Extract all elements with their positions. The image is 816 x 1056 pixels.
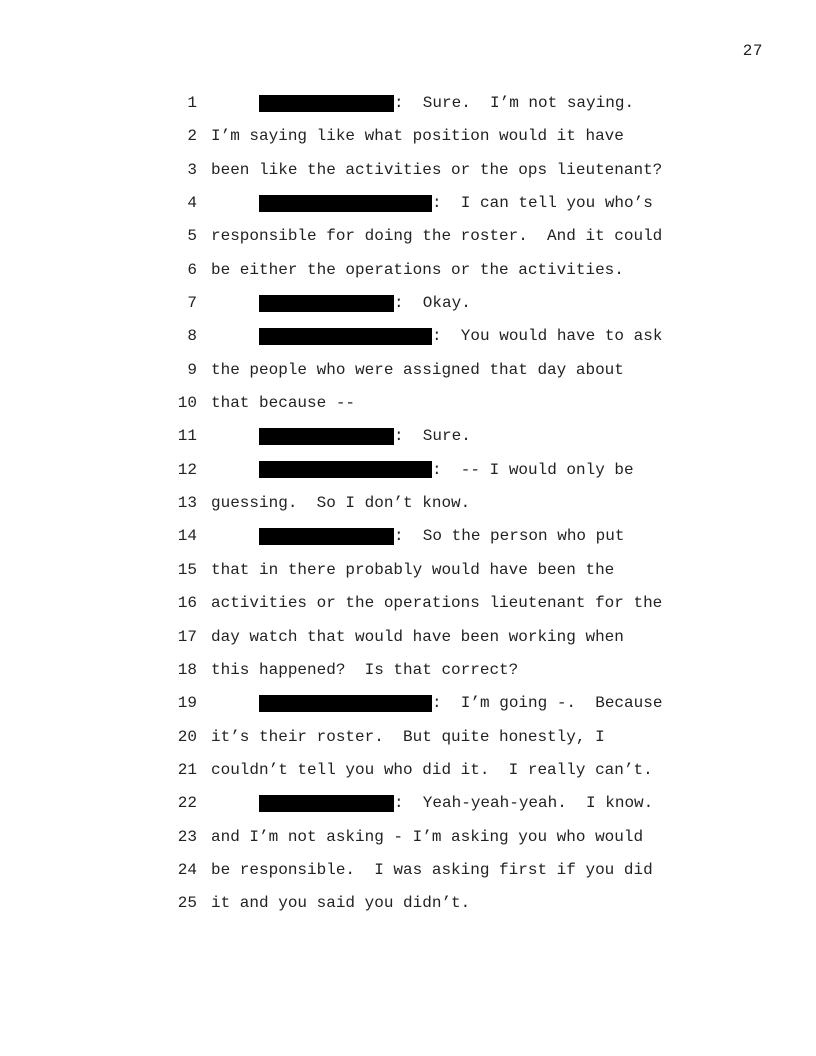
spoken-text: : So the person who put [394, 527, 625, 546]
redacted-speaker-name [259, 95, 394, 112]
transcript-line [0, 722, 816, 755]
line-number: 6 [187, 260, 197, 279]
transcript-line [0, 388, 816, 421]
spoken-text: : I can tell you who’s [432, 194, 653, 213]
spoken-text: : -- I would only be [432, 460, 634, 479]
spoken-text: : You would have to ask [432, 327, 663, 346]
line-number: 4 [187, 194, 197, 213]
spoken-text: day watch that would have been working when [211, 627, 624, 646]
speaker-line [259, 427, 471, 445]
spoken-text: been like the activities or the ops lieutenant? [211, 160, 663, 179]
transcript-line [0, 121, 816, 154]
line-number: 3 [187, 160, 197, 179]
line-number: 18 [177, 660, 197, 679]
line-number: 7 [187, 294, 197, 313]
spoken-text: it and you said you didn’t. [211, 894, 471, 913]
transcript-body [0, 88, 816, 922]
transcript-line [0, 155, 816, 188]
spoken-text: : Sure. [394, 427, 471, 446]
spoken-text: I’m saying like what position would it have [211, 127, 624, 146]
redacted-speaker-name [259, 428, 394, 445]
line-number: 11 [177, 427, 197, 446]
spoken-text: : Sure. I’m not saying. [394, 94, 635, 112]
line-number: 13 [177, 494, 197, 513]
line-number: 15 [177, 560, 197, 579]
transcript-line [0, 855, 816, 888]
transcript-line [0, 521, 816, 554]
speaker-line [259, 694, 662, 712]
redacted-speaker-name [259, 461, 432, 478]
spoken-text: guessing. So I don’t know. [211, 494, 471, 513]
speaker-line [259, 527, 624, 545]
transcript-line [0, 788, 816, 821]
line-number: 14 [177, 527, 197, 546]
line-number: 25 [177, 894, 197, 913]
line-number: 23 [177, 827, 197, 846]
line-number: 17 [177, 627, 197, 646]
speaker-line [259, 294, 471, 312]
speaker-line [259, 194, 653, 212]
line-number: 9 [187, 360, 197, 379]
line-number: 12 [177, 460, 197, 479]
spoken-text: the people who were assigned that day about [211, 360, 624, 379]
redacted-speaker-name [259, 795, 394, 812]
transcript-line [0, 88, 816, 121]
spoken-text: : Yeah-yeah-yeah. I know. [394, 794, 654, 813]
transcript-line [0, 822, 816, 855]
line-number: 2 [187, 127, 197, 146]
transcript-line [0, 622, 816, 655]
spoken-text: and I’m not asking - I’m asking you who would [211, 827, 644, 846]
transcript-line [0, 255, 816, 288]
redacted-speaker-name [259, 528, 394, 545]
line-number: 24 [177, 860, 197, 879]
spoken-text: : I’m going -. Because [432, 694, 663, 713]
transcript-line [0, 421, 816, 454]
transcript-line [0, 655, 816, 688]
transcript-line [0, 888, 816, 921]
spoken-text: this happened? Is that correct? [211, 660, 519, 679]
speaker-line [259, 461, 634, 479]
line-number: 20 [177, 727, 197, 746]
transcript-line [0, 555, 816, 588]
transcript-line [0, 321, 816, 354]
transcript-line [0, 455, 816, 488]
spoken-text: be either the operations or the activities. [211, 260, 624, 279]
line-number: 22 [177, 794, 197, 813]
spoken-text: responsible for doing the roster. And it could [211, 227, 663, 246]
line-number: 19 [177, 694, 197, 713]
line-number: 21 [177, 760, 197, 779]
spoken-text: it’s their roster. But quite honestly, I [211, 727, 605, 746]
speaker-line [259, 94, 634, 112]
transcript-line [0, 355, 816, 388]
speaker-line [259, 794, 653, 812]
spoken-text: that because -- [211, 394, 356, 413]
transcript-line [0, 488, 816, 521]
spoken-text: : Okay. [394, 294, 471, 313]
redacted-speaker-name [259, 195, 432, 212]
transcript-line [0, 188, 816, 221]
spoken-text: activities or the operations lieutenant for the [211, 594, 663, 613]
line-number: 10 [177, 394, 197, 413]
redacted-speaker-name [259, 295, 394, 312]
page-number: 27 [742, 42, 763, 60]
line-number: 8 [187, 327, 197, 346]
transcript-line [0, 755, 816, 788]
redacted-speaker-name [259, 328, 432, 345]
spoken-text: couldn’t tell you who did it. I really can’t. [211, 760, 653, 779]
line-number: 5 [187, 227, 197, 246]
spoken-text: be responsible. I was asking first if you did [211, 860, 653, 879]
redacted-speaker-name [259, 695, 432, 712]
spoken-text: that in there probably would have been the [211, 560, 615, 579]
transcript-line [0, 588, 816, 621]
transcript-line [0, 688, 816, 721]
speaker-line [259, 327, 662, 345]
transcript-line [0, 288, 816, 321]
line-number: 1 [187, 94, 197, 112]
transcript-line [0, 221, 816, 254]
line-number: 16 [177, 594, 197, 613]
